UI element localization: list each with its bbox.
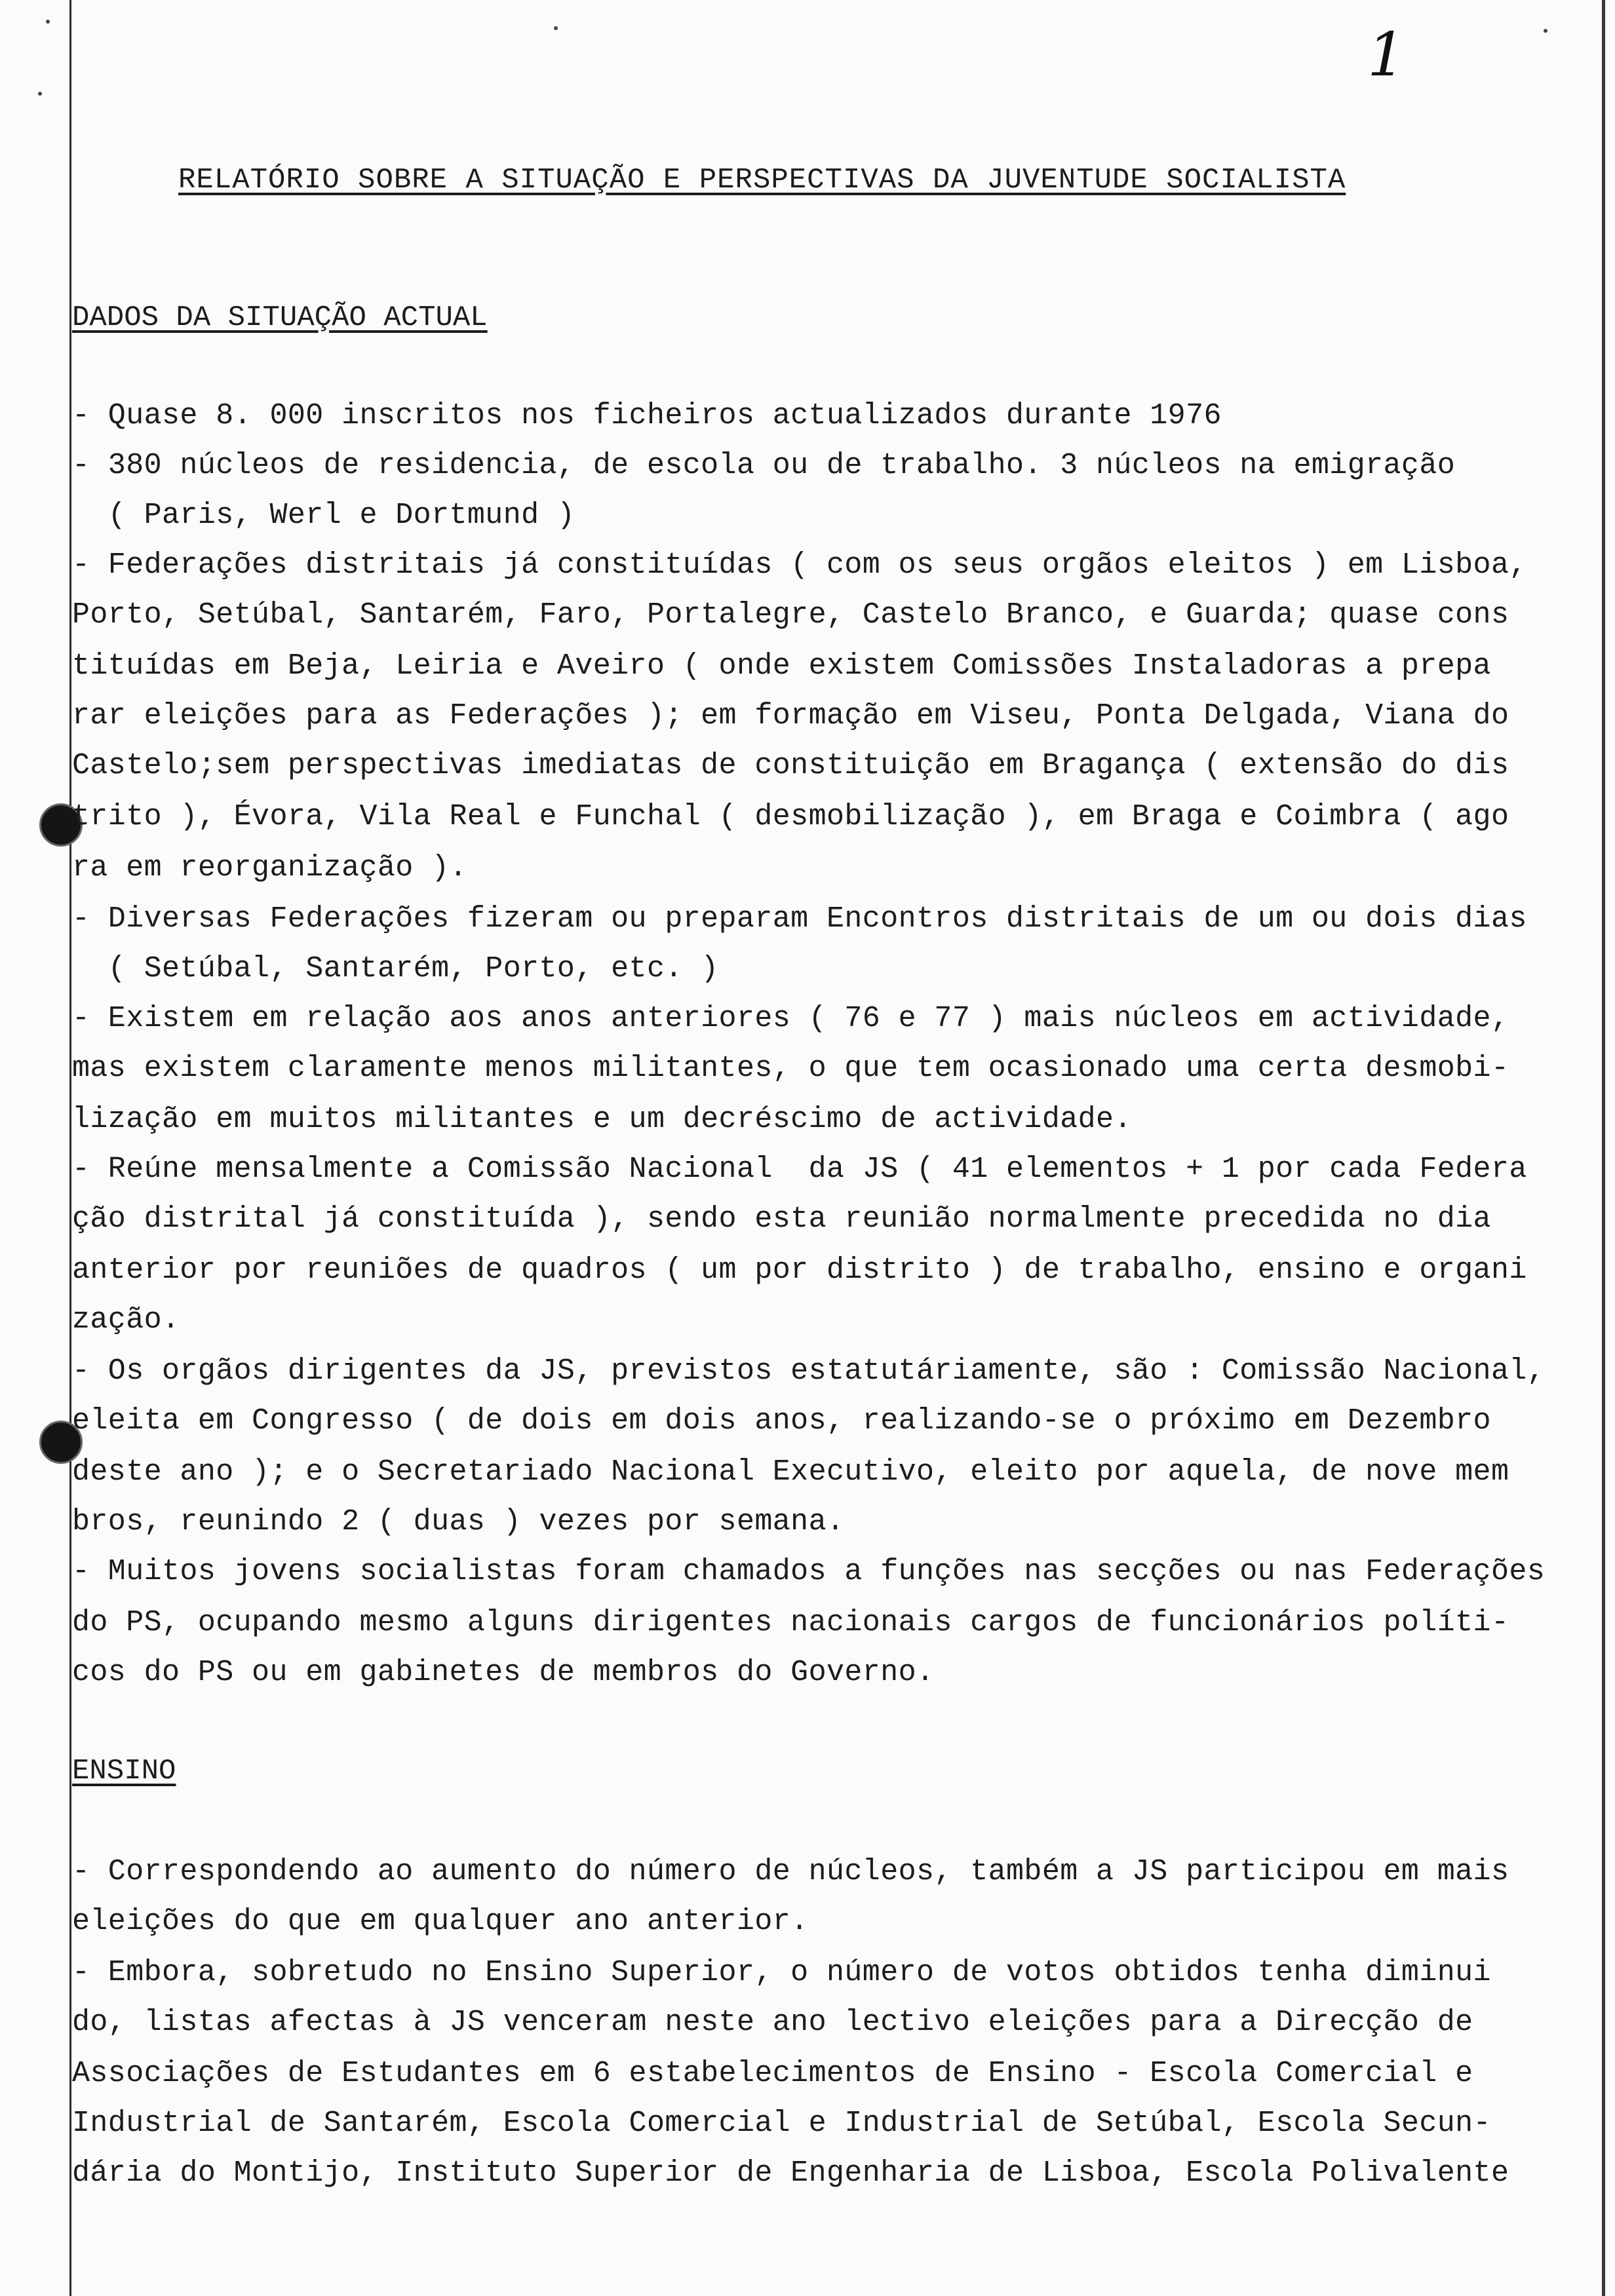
section-heading-dados: DADOS DA SITUAÇÃO ACTUAL (72, 301, 488, 334)
scan-speck (1544, 29, 1547, 33)
text-line: deste ano ); e o Secretariado Nacional Executivo, eleito por aquela, de nove mem (72, 1455, 1509, 1489)
text-line: Associações de Estudantes em 6 estabelecimentos de Ensino - Escola Comercial e (72, 2057, 1473, 2090)
text-line: dária do Montijo, Instituto Superior de Engenharia de Lisboa, Escola Polivalente (72, 2156, 1509, 2190)
text-line: zação. (72, 1303, 180, 1337)
text-line: - Muitos jovens socialistas foram chamados a funções nas secções ou nas Federações (72, 1555, 1546, 1588)
text-line: bros, reunindo 2 ( duas ) vezes por semana. (72, 1505, 845, 1539)
text-line: ção distrital já constituída ), sendo esta reunião normalmente precedida no dia (72, 1202, 1491, 1236)
text-line: Industrial de Santarém, Escola Comercial e Industrial de Setúbal, Escola Secun- (72, 2107, 1491, 2140)
text-line: do, listas afectas à JS venceram neste ano lectivo eleições para a Direcção de (72, 2006, 1473, 2039)
page-edge (1602, 0, 1605, 2296)
text-line: - Embora, sobretudo no Ensino Superior, o número de votos obtidos tenha diminui (72, 1956, 1491, 1989)
text-line: trito ), Évora, Vila Real e Funchal ( desmobilização ), em Braga e Coimbra ( ago (72, 800, 1509, 833)
text-line: - Federações distritais já constituídas ( com os seus orgãos eleitos ) em Lisboa, (72, 548, 1527, 582)
text-line: Castelo;sem perspectivas imediatas de constituição em Bragança ( extensão do dis (72, 749, 1509, 782)
text-line: anterior por reuniões de quadros ( um por distrito ) de trabalho, ensino e organi (72, 1253, 1527, 1287)
text-line: eleita em Congresso ( de dois em dois anos, realizando-se o próximo em Dezembro (72, 1404, 1491, 1438)
text-line: - 380 núcleos de residencia, de escola ou de trabalho. 3 núcleos na emigração (72, 449, 1456, 482)
text-line: rar eleições para as Federações ); em formação em Viseu, Ponta Delgada, Viana do (72, 699, 1509, 733)
text-line: - Diversas Federações fizeram ou preparam Encontros distritais de um ou dois dias (72, 902, 1527, 936)
text-line: - Quase 8. 000 inscritos nos ficheiros actualizados durante 1976 (72, 399, 1222, 432)
page-number: 1 (1367, 20, 1406, 90)
text-line: ( Setúbal, Santarém, Porto, etc. ) (72, 952, 719, 985)
text-line: - Correspondendo ao aumento do número de núcleos, também a JS participou em mais (72, 1855, 1509, 1888)
document-title: RELATÓRIO SOBRE A SITUAÇÃO E PERSPECTIVAS DA JUVENTUDE SOCIALISTA (178, 164, 1346, 197)
text-line: do PS, ocupando mesmo alguns dirigentes nacionais cargos de funcionários políti- (72, 1606, 1509, 1639)
scan-speck (554, 26, 558, 30)
text-line: ra em reorganização ). (72, 851, 467, 885)
scan-speck (46, 20, 50, 24)
section-heading-ensino: ENSINO (72, 1755, 176, 1788)
margin-rule (69, 0, 71, 2296)
text-line: cos do PS ou em gabinetes de membros do Governo. (72, 1656, 935, 1689)
text-line: - Existem em relação aos anos anteriores ( 76 e 77 ) mais núcleos em actividade, (72, 1002, 1509, 1035)
text-line: - Os orgãos dirigentes da JS, previstos estatutáriamente, são : Comissão Nacional, (72, 1354, 1546, 1388)
text-line: - Reúne mensalmente a Comissão Nacional da JS ( 41 elementos + 1 por cada Federa (72, 1153, 1527, 1186)
text-line: tituídas em Beja, Leiria e Aveiro ( onde existem Comissões Instaladoras a prepa (72, 649, 1491, 683)
text-line: lização em muitos militantes e um decréscimo de actividade. (72, 1103, 1132, 1136)
text-line: Porto, Setúbal, Santarém, Faro, Portalegre, Castelo Branco, e Guarda; quase cons (72, 598, 1509, 632)
text-line: ( Paris, Werl e Dortmund ) (72, 499, 575, 532)
text-line: mas existem claramente menos militantes, o que tem ocasionado uma certa desmobi- (72, 1052, 1509, 1085)
scan-speck (38, 92, 42, 96)
text-line: eleições do que em qualquer ano anterior. (72, 1905, 809, 1938)
